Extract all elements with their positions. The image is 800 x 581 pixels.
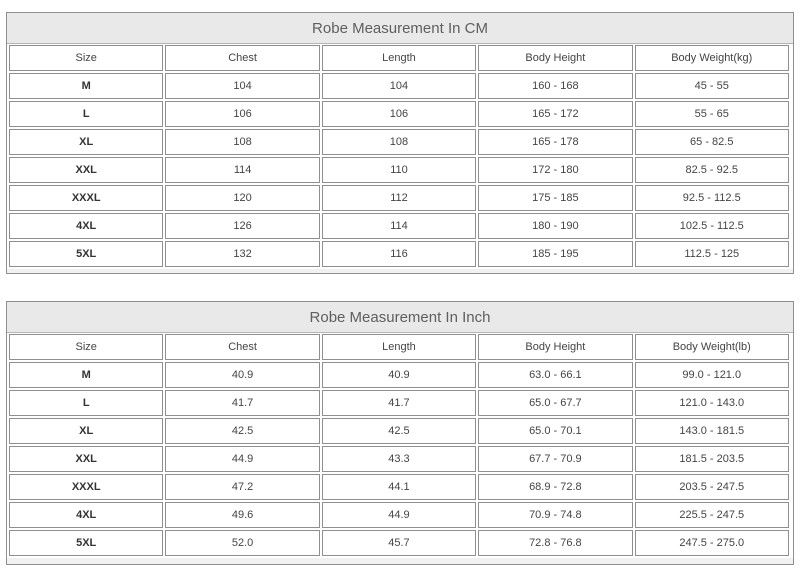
table-grid <box>8 44 792 268</box>
body-height-cell: 160 - 168 <box>478 73 632 99</box>
header-size: Size <box>9 45 163 71</box>
length-cell: 40.9 <box>322 362 476 388</box>
body-weight-cell: 112.5 - 125 <box>635 241 789 267</box>
length-cell: 116 <box>322 241 476 267</box>
body-weight-cell: 55 - 65 <box>635 101 789 127</box>
table-title: Robe Measurement In CM <box>7 13 793 44</box>
chest-cell: 40.9 <box>165 362 319 388</box>
body-weight-cell: 143.0 - 181.5 <box>635 418 789 444</box>
body-weight-cell: 181.5 - 203.5 <box>635 446 789 472</box>
header-body-height: Body Height <box>478 334 632 360</box>
length-cell: 44.9 <box>322 502 476 528</box>
chest-cell: 44.9 <box>165 446 319 472</box>
body-height-cell: 70.9 - 74.8 <box>478 502 632 528</box>
chest-cell: 132 <box>165 241 319 267</box>
body-weight-cell: 247.5 - 275.0 <box>635 530 789 556</box>
chest-cell: 104 <box>165 73 319 99</box>
table-grid <box>8 333 792 557</box>
length-cell: 104 <box>322 73 476 99</box>
chest-cell: 49.6 <box>165 502 319 528</box>
length-cell: 114 <box>322 213 476 239</box>
body-height-cell: 68.9 - 72.8 <box>478 474 632 500</box>
body-height-cell: 175 - 185 <box>478 185 632 211</box>
length-cell: 41.7 <box>322 390 476 416</box>
body-weight-cell: 203.5 - 247.5 <box>635 474 789 500</box>
body-weight-cell: 102.5 - 112.5 <box>635 213 789 239</box>
chest-cell: 114 <box>165 157 319 183</box>
size-cell: XL <box>9 129 163 155</box>
body-height-cell: 165 - 172 <box>478 101 632 127</box>
chest-cell: 47.2 <box>165 474 319 500</box>
header-body-weight: Body Weight(lb) <box>635 334 789 360</box>
body-height-cell: 67.7 - 70.9 <box>478 446 632 472</box>
header-chest: Chest <box>165 334 319 360</box>
body-height-cell: 165 - 178 <box>478 129 632 155</box>
header-body-height: Body Height <box>478 45 632 71</box>
size-cell: 5XL <box>9 241 163 267</box>
table-body <box>7 333 793 558</box>
size-cell: XXL <box>9 446 163 472</box>
header-length: Length <box>322 45 476 71</box>
header-size: Size <box>9 334 163 360</box>
header-chest: Chest <box>165 45 319 71</box>
chest-cell: 42.5 <box>165 418 319 444</box>
size-cell: XXXL <box>9 185 163 211</box>
length-cell: 45.7 <box>322 530 476 556</box>
body-weight-cell: 225.5 - 247.5 <box>635 502 789 528</box>
length-cell: 112 <box>322 185 476 211</box>
length-cell: 110 <box>322 157 476 183</box>
length-cell: 106 <box>322 101 476 127</box>
size-cell: M <box>9 362 163 388</box>
chest-cell: 120 <box>165 185 319 211</box>
body-height-cell: 185 - 195 <box>478 241 632 267</box>
chest-cell: 106 <box>165 101 319 127</box>
size-cell: M <box>9 73 163 99</box>
length-cell: 44.1 <box>322 474 476 500</box>
chest-cell: 108 <box>165 129 319 155</box>
size-cell: L <box>9 101 163 127</box>
body-height-cell: 65.0 - 67.7 <box>478 390 632 416</box>
header-length: Length <box>322 334 476 360</box>
body-height-cell: 180 - 190 <box>478 213 632 239</box>
body-weight-cell: 65 - 82.5 <box>635 129 789 155</box>
body-weight-cell: 121.0 - 143.0 <box>635 390 789 416</box>
table-body <box>7 44 793 269</box>
header-body-weight: Body Weight(kg) <box>635 45 789 71</box>
body-height-cell: 65.0 - 70.1 <box>478 418 632 444</box>
size-cell: XXL <box>9 157 163 183</box>
chest-cell: 126 <box>165 213 319 239</box>
body-weight-cell: 99.0 - 121.0 <box>635 362 789 388</box>
body-weight-cell: 82.5 - 92.5 <box>635 157 789 183</box>
body-weight-cell: 45 - 55 <box>635 73 789 99</box>
body-height-cell: 63.0 - 66.1 <box>478 362 632 388</box>
size-cell: 5XL <box>9 530 163 556</box>
size-cell: 4XL <box>9 213 163 239</box>
body-height-cell: 172 - 180 <box>478 157 632 183</box>
size-cell: XXXL <box>9 474 163 500</box>
chest-cell: 52.0 <box>165 530 319 556</box>
size-cell: L <box>9 390 163 416</box>
size-table-inch <box>6 301 794 565</box>
length-cell: 108 <box>322 129 476 155</box>
size-cell: 4XL <box>9 502 163 528</box>
length-cell: 42.5 <box>322 418 476 444</box>
body-weight-cell: 92.5 - 112.5 <box>635 185 789 211</box>
length-cell: 43.3 <box>322 446 476 472</box>
size-cell: XL <box>9 418 163 444</box>
chest-cell: 41.7 <box>165 390 319 416</box>
body-height-cell: 72.8 - 76.8 <box>478 530 632 556</box>
size-table-cm <box>6 12 794 274</box>
table-title: Robe Measurement In Inch <box>7 302 793 333</box>
